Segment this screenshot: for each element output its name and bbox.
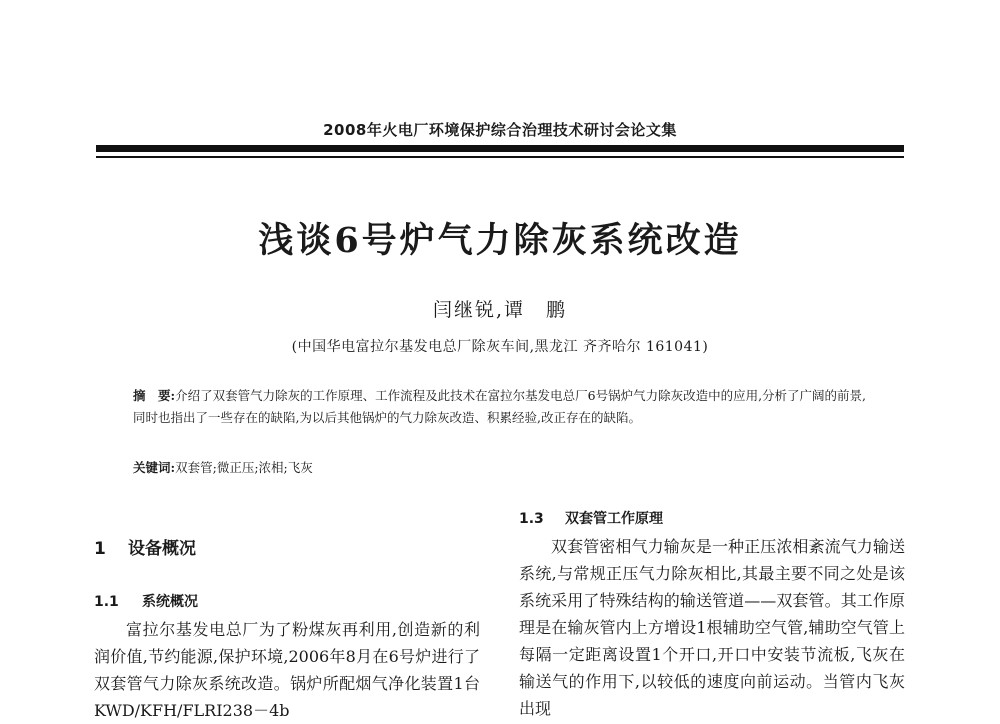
paper-affiliation: (中国华电富拉尔基发电总厂除灰车间,黑龙江 齐齐哈尔 161041): [291, 339, 709, 355]
running-header: 2008年火电厂环境保护综合治理技术研讨会论文集: [323, 121, 677, 139]
keywords-label: 关键词:: [133, 460, 176, 475]
header-rule-thin: [96, 156, 904, 158]
abstract-text: 介绍了双套管气力除灰的工作原理、工作流程及此技术在富拉尔基发电总厂6号锅炉气力除灰改造中的应用,分析了广阔的前景,同时也指出了一些存在的缺陷,为以后其他锅炉的气力除灰改造、积累经验,改正存在的缺陷。: [133, 388, 867, 425]
section-1-3-number: 1.3: [519, 511, 544, 527]
section-1-number: 1: [94, 539, 106, 559]
section-1-1-number: 1.1: [94, 594, 119, 610]
keywords-text: 双套管;微正压;浓相;飞灰: [175, 460, 313, 475]
left-paragraph: 富拉尔基发电总厂为了粉煤灰再利用,创造新的利润价值,节约能源,保护环境,2006年8月在6号炉进行了双套管气力除灰系统改造。锅炉所配烟气净化装置1台KWD/KFH/FLRI238－4b: [94, 620, 480, 720]
section-1-1-heading: [94, 591, 198, 611]
section-1-3-title: 双套管工作原理: [565, 511, 663, 527]
section-1-title: 设备概况: [128, 539, 196, 559]
left-column-body: [94, 616, 480, 724]
section-1-heading: [94, 534, 196, 559]
paper-title: 浅谈6号炉气力除灰系统改造: [258, 220, 742, 261]
header-rule-thick: [96, 145, 904, 152]
abstract: [133, 385, 873, 429]
abstract-label: 摘 要:: [133, 388, 176, 403]
section-1-1-title: 系统概况: [142, 594, 198, 610]
right-paragraph: 双套管密相气力输灰是一种正压浓相紊流气力输送系统,与常规正压气力除灰相比,其最主要不同之处是该系统采用了特殊结构的输送管道——双套管。其工作原理是在输灰管内上方增设1根辅助空气管,辅助空气管上每隔一定距离设置1个开口,开口中安装节流板,飞灰在输送气的作用下,以较低的速度向前运动。当管内飞灰出现: [519, 537, 905, 718]
paper-authors: 闫继锐,谭 鹏: [432, 299, 568, 321]
right-column-body: [519, 533, 905, 722]
section-1-3-heading: [519, 508, 663, 528]
keywords: [133, 457, 873, 479]
